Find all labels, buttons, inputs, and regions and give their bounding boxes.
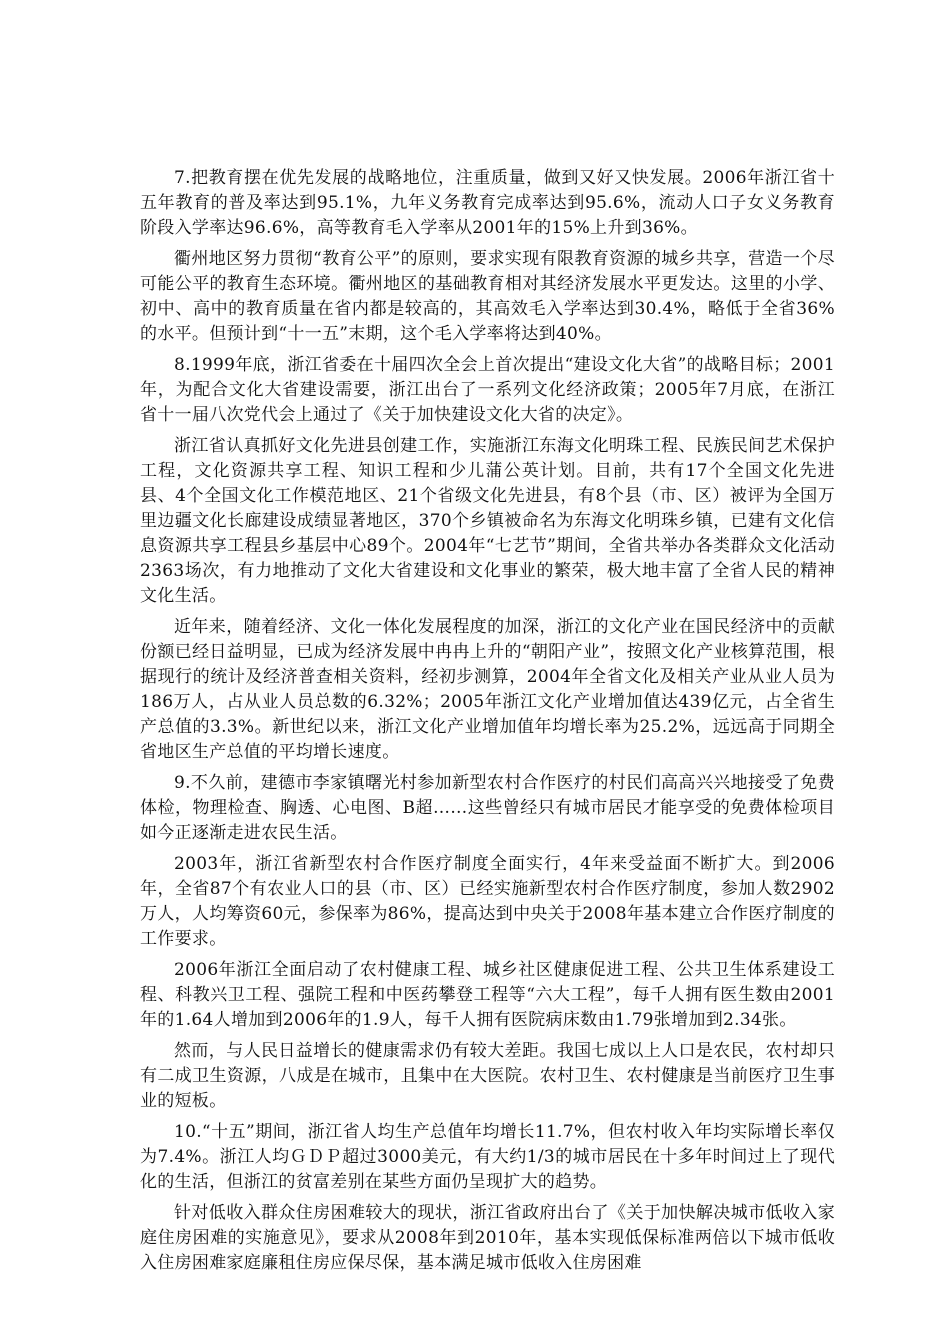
- paragraph-culture-counties: 浙江省认真抓好文化先进县创建工作，实施浙江东海文化明珠工程、民族民间艺术保护工程，文化资源共享工程、知识工程和少儿蒲公英计划。目前，共有17个全国文化先进县、4个全国文化工作模范地区、21个省级文化先进县，有8个县（市、区）被评为全国万里边疆文化长廊建设成绩显著地区，370个乡镇被命名为东海文化明珠乡镇，已建有文化信息资源共享工程县乡基层中心89个。2004年“七艺节”期间，全省共举办各类群众文化活动2363场次，有力地推动了文化大省建设和文化事业的繁荣，极大地丰富了全省人民的精神文化生活。: [140, 436, 835, 606]
- paragraph-culture-province: 8.1999年底，浙江省委在十届四次全会上首次提出“建设文化大省”的战略目标；2001年，为配合文化大省建设需要，浙江出台了一系列文化经济政策；2005年7月底，在浙江省十一届八次党代会上通过了《关于加快建设文化大省的决定》。: [140, 355, 835, 425]
- paragraph-income-gap: 10.“十五”期间，浙江省人均生产总值年均增长11.7%，但农村收入年均实际增长率仅为7.4%。浙江人均ＧＤＰ超过3000美元，有大约1/3的城市居民在十多年时间过上了现代化的生活，但浙江的贫富差别在某些方面仍呈现扩大的趋势。: [140, 1122, 835, 1192]
- paragraph-housing-policy: 针对低收入群众住房困难较大的现状，浙江省政府出台了《关于加快解决城市低收入家庭住房困难的实施意见》，要求从2008年到2010年，基本实现低保标准两倍以下城市低收入住房困难家庭廉租住房应保尽保，基本满足城市低收入住房困难: [140, 1203, 835, 1273]
- paragraph-quzhou-education: 衢州地区努力贯彻“教育公平”的原则，要求实现有限教育资源的城乡共享，营造一个尽可能公平的教育生态环境。衢州地区的基础教育相对其经济发展水平更发达。这里的小学、初中、高中的教育质量在省内都是较高的，其高效毛入学率达到30.4%，略低于全省36%的水平。但预计到“十一五”末期，这个毛入学率将达到40%。: [140, 249, 835, 344]
- paragraph-rural-checkup: 9.不久前，建德市李家镇曙光村参加新型农村合作医疗的村民们高高兴兴地接受了免费体检，物理检查、胸透、心电图、B超……这些曾经只有城市居民才能享受的免费体检项目如今正逐渐走进农民生活。: [140, 773, 835, 843]
- paragraph-six-projects: 2006年浙江全面启动了农村健康工程、城乡社区健康促进工程、公共卫生体系建设工程、科教兴卫工程、强院工程和中医药攀登工程等“六大工程”，每千人拥有医生数由2001年的1.64人增加到2006年的1.9人，每千人拥有医院病床数由1.79张增加到2.34张。: [140, 960, 835, 1030]
- paragraph-health-gap: 然而，与人民日益增长的健康需求仍有较大差距。我国七成以上人口是农民，农村却只有二成卫生资源，八成是在城市，且集中在大医院。农村卫生、农村健康是当前医疗卫生事业的短板。: [140, 1041, 835, 1111]
- paragraph-rural-cooperative-medical: 2003年，浙江省新型农村合作医疗制度全面实行，4年来受益面不断扩大。到2006年，全省87个有农业人口的县（市、区）已经实施新型农村合作医疗制度，参加人数2902万人，人均筹资60元，参保率为86%，提高达到中央关于2008年基本建立合作医疗制度的工作要求。: [140, 854, 835, 949]
- paragraph-education-rates: 7.把教育摆在优先发展的战略地位，注重质量，做到又好又快发展。2006年浙江省十五年教育的普及率达到95.1%，九年义务教育完成率达到95.6%，流动人口子女义务教育阶段入学率达96.6%，高等教育毛入学率从2001年的15%上升到36%。: [140, 168, 835, 238]
- document-page: [140, 166, 835, 1282]
- paragraph-culture-industry: 近年来，随着经济、文化一体化发展程度的加深，浙江的文化产业在国民经济中的贡献份额已经日益明显，已成为经济发展中冉冉上升的“朝阳产业”，按照文化产业核算范围，根据现行的统计及经济普查相关资料，经初步测算，2004年全省文化及相关产业从业人员为186万人，占从业人员总数的6.32%；2005年浙江文化产业增加值达439亿元，占全省生产总值的3.3%。新世纪以来，浙江文化产业增加值年均增长率为25.2%，远远高于同期全省地区生产总值的平均增长速度。: [140, 617, 835, 762]
